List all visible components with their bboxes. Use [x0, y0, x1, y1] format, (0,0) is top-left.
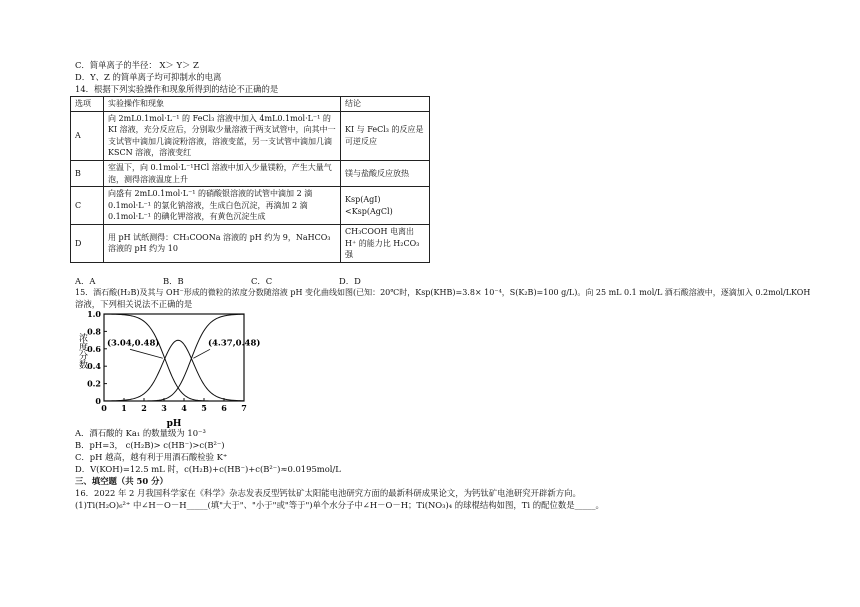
x-tick-label: 7: [241, 403, 247, 413]
chart-lines: [104, 314, 244, 401]
x-tick-label: 3: [161, 403, 167, 413]
row-conclusion: 镁与盐酸反应放热: [341, 160, 430, 186]
species-fraction-chart: [70, 306, 270, 431]
row-option: D: [71, 224, 104, 262]
table-row: [71, 111, 430, 160]
table-row: [71, 187, 430, 225]
annotation-arrow: [130, 349, 163, 358]
q15-stem-line1: 15．酒石酸(H₂B)及其与 OH⁻形成的微粒的浓度分数随溶液 pH 变化曲线如图(已知：20℃时，Ksp(KHB)=3.8× 10⁻⁴，S(K₂B)=100 g/L)。向 25 mL 0.1 mol/L 酒石酸溶液中，逐滴加入 0.2mol/LKOH: [75, 288, 811, 297]
table-header-row: [71, 97, 430, 112]
x-axis-label: pH: [166, 419, 182, 429]
chart-annotations: [107, 337, 260, 358]
chart-axes: [87, 309, 247, 413]
y-tick-label: 1.0: [87, 309, 101, 319]
row-conclusion: Ksp(AgI)<Ksp(AgCl): [341, 187, 430, 225]
y-tick-label: 0: [95, 396, 101, 406]
row-option: B: [71, 160, 104, 186]
series-line-H2B: [104, 314, 244, 401]
x-tick-label: 0: [101, 403, 107, 413]
choice-b: B．B: [163, 276, 184, 286]
choice-a: A．A: [75, 276, 96, 286]
choice-d: D．D: [339, 276, 361, 286]
y-tick-label: 0.2: [87, 378, 101, 389]
q15-option-b: B．pH=3， c(H₂B)> c(HB⁻)>c(B²⁻): [75, 440, 225, 450]
q15-option-d: D．V(KOH)=12.5 mL 时，c(H₂B)+c(HB⁻)+c(B²⁻)≈0.0195mol/L: [75, 464, 341, 474]
row-conclusion: CH₃COOH 电离出 H⁺ 的能力比 H₂CO₃ 强: [341, 224, 430, 262]
choice-c: C．C: [251, 276, 273, 286]
annotation-label: (3.04,0.48): [107, 338, 160, 349]
row-operation: 用 pH 试纸测得：CH₃COONa 溶液的 pH 约为 9，NaHCO₃ 溶液的 pH 约为 10: [104, 224, 341, 262]
x-tick-label: 4: [181, 403, 187, 413]
q14-stem: 14．根据下列实验操作和现象所得到的结论不正确的是: [75, 84, 279, 94]
row-operation: 向盛有 2mL0.1mol·L⁻¹ 的硝酸银溶液的试管中滴加 2 滴 0.1mol·L⁻¹ 的氯化钠溶液，生成白色沉淀，再滴加 2 滴 0.1mol·L⁻¹ 的碘化钾溶液，有黄色沉淀生成: [104, 187, 341, 225]
q15-option-a: A．酒石酸的 Ka₁ 的数量级为 10⁻³: [75, 428, 206, 438]
y-tick-label: 0.8: [87, 326, 101, 337]
y-axis-label: 浓度分数: [77, 333, 87, 369]
header-operation: 实验操作和现象: [104, 97, 341, 112]
row-option: C: [71, 187, 104, 225]
row-option: A: [71, 111, 104, 160]
section-heading: 三、填空题（共 50 分）: [75, 476, 168, 486]
row-operation: 室温下，向 0.1mol·L⁻¹HCl 溶液中加入少量镁粉，产生大量气泡，测得溶液温度上升: [104, 160, 341, 186]
q13-option-c: C．简单离子的半径： X＞ Y＞ Z: [75, 60, 199, 70]
x-tick-label: 6: [221, 403, 227, 413]
plot-frame: [104, 314, 244, 401]
y-tick-label: 0.4: [87, 361, 101, 372]
header-conclusion: 结论: [341, 97, 430, 112]
row-operation: 向 2mL0.1mol·L⁻¹ 的 FeCl₃ 溶液中加入 4mL0.1mol·L⁻¹ 的 KI 溶液，充分反应后，分别取少量溶液于两支试管中，向其中一支试管中滴加几滴淀粉溶液，溶液变蓝，另一支试管中滴加几滴 KSCN 溶液，溶液变红: [104, 111, 341, 160]
x-tick-label: 1: [121, 403, 127, 413]
series-line-B2-: [104, 314, 244, 401]
q16-stem: 16．2022 年 2 月我国科学家在《科学》杂志发表反型钙钛矿太阳能电池研究方面的最新科研成果论文，为钙钛矿电池研究开辟新方向。: [75, 488, 581, 498]
annotation-arrow: [193, 349, 210, 358]
x-tick-label: 2: [141, 403, 147, 413]
q15-stem-line2: 溶液，下列相关说法不正确的是: [75, 299, 193, 309]
q13-option-d: D．Y、Z 的简单离子均可抑制水的电离: [75, 72, 222, 82]
q14-table: [70, 96, 430, 263]
table-row: [71, 160, 430, 186]
y-tick-label: 0.6: [87, 343, 101, 354]
annotation-label: (4.37,0.48): [208, 338, 261, 349]
row-conclusion: KI 与 FeCl₃ 的反应是可逆反应: [341, 111, 430, 160]
header-option: 选项: [71, 97, 104, 112]
q16-part1: (1)Ti(H₂O)₆²⁺ 中∠H－O－H_____(填"大于"、"小于"或"等于")单个水分子中∠H－O－H；Ti(NO₃)₄ 的球棍结构如图，Ti 的配位数是_____。: [75, 500, 604, 510]
table-row: [71, 224, 430, 262]
series-line-HB-: [104, 340, 244, 401]
q15-option-c: C．pH 越高，越有利于用酒石酸检验 K⁺: [75, 452, 228, 462]
x-tick-label: 5: [201, 403, 207, 413]
